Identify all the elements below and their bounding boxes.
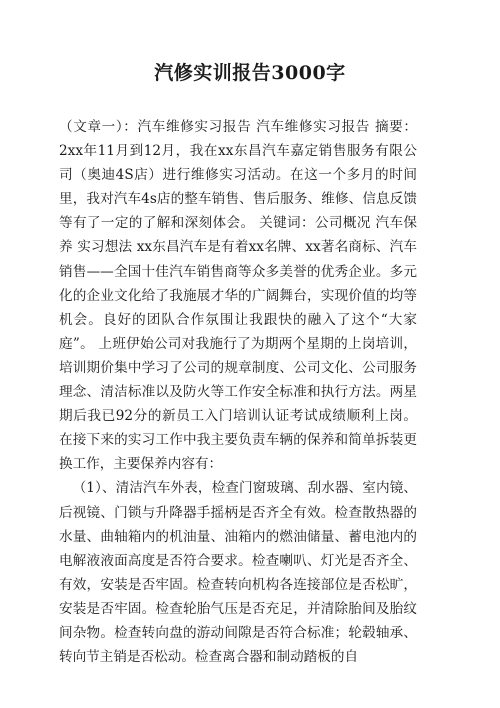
page-title: 汽修实训报告3000字 [154, 62, 346, 84]
paragraph-item-1: （1）、清洁汽车外表，检查门窗玻璃、刮水器、室内镜、后视镜、门锁与升降器手摇柄是否齐全有效。检查散热器的水量、曲轴箱内的机油量、油箱内的燃油储量、蓄电池内的电解液液面高度是否符合要求。检查喇叭、灯光是否齐全、有效，安装是否牢固。检查转向机构各连接部位是否松旷，安装是否牢固。检查轮胎气压是否充足，并清除胎间及胎纹间杂物。检查转向盘的游动间隙是否符合标准；轮毂轴承、转向节主销是否松动。检查离合器和制动踏板的自 [59, 480, 417, 666]
document-body [59, 115, 417, 669]
paragraph-intro: （文章一）：汽车维修实习报告 汽车维修实习报告 摘要： 2xx年11月到12月，我在xx东昌汽车嘉定销售服务有限公司（奥迪4S店）进行维修实习活动。在这一个多月的时间里，我对汽车4s店的整车销售、售后服务、维修、信息反馈等有了一定的了解和深刻体会。 关键词：公司概况 汽车保养 实习想法 xx东昌汽车是有着xx名牌、xx著名商标、汽车销售——全国十佳汽车销售商等众多美誉的优秀企业。多元化的企业文化给了我施展才华的广阔舞台，实现价值的均等机会。良好的团队合作氛围让我跟快的融入了这个“大家庭”。 上班伊始公司对我施行了为期两个星期的上岗培训，培训期价集中学习了公司的规章制度、公司文化、公司服务理念、清洁标准以及防火等工作安全标准和执行方法。两星期后我已92分的新员工入门培训认证考试成绩顺利上岗。 在接下来的实习工作中我主要负责车辆的保养和简单拆装更换工作，主要保养内容有： [59, 119, 417, 473]
